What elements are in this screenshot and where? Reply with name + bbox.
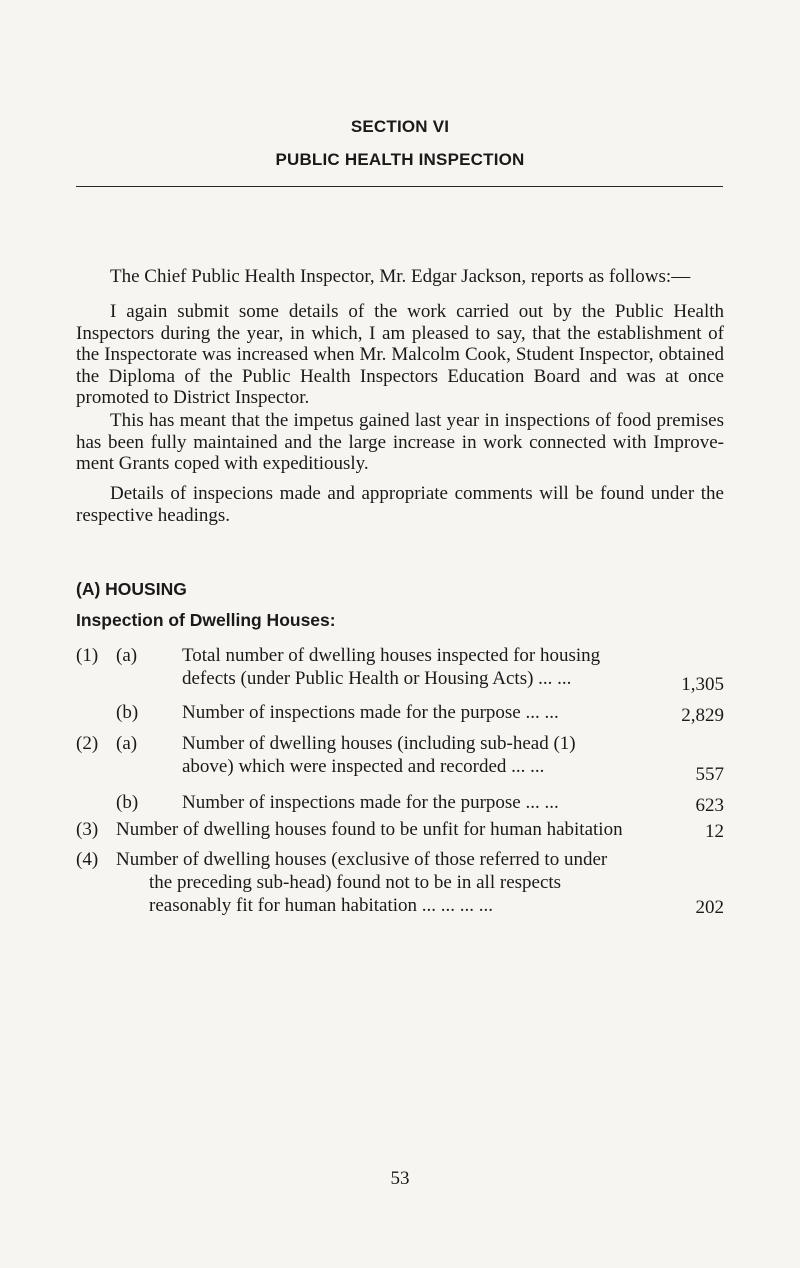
item-letter: (a) [116, 733, 138, 754]
item-number: (3) [76, 819, 99, 840]
item-number: (1) [76, 645, 99, 666]
item-value: 557 [695, 764, 724, 785]
item-value: 2,829 [681, 705, 724, 726]
intro-text: The Chief Public Health Inspector, Mr. Edgar Jackson, reports as follows:— [110, 266, 691, 287]
item-text: the preceding sub-head) found not to be in all respects [149, 872, 562, 893]
item-text: Total number of dwelling houses inspected for housing [182, 645, 601, 666]
item-value: 12 [705, 821, 724, 842]
item-letter: (a) [116, 645, 138, 666]
item-text: Number of inspections made for the purpose ... ... [182, 792, 559, 813]
page-number: 53 [390, 1168, 410, 1189]
paragraph-1: I again submit some details of the work carried out by the Public Health Inspectors during the year, in which, I am pleased to say, that the establishment of the Inspectorate was increased when Mr. Malcolm Cook, Student Inspector, obtained the Diploma of the Public Health Inspectors Education Board and was at once promoted to District Inspector. [76, 301, 724, 408]
item-value: 623 [695, 795, 724, 816]
paragraph-3: Details of inspecions made and appropriate comments will be found under the respective headings. [76, 483, 724, 526]
housing-heading: (A) HOUSING [76, 579, 187, 599]
section-title: SECTION VI [350, 117, 450, 136]
item-number: (4) [76, 849, 99, 870]
item-value: 1,305 [681, 674, 724, 695]
item-letter: (b) [116, 702, 139, 723]
item-text: above) which were inspected and recorded ... ... [182, 756, 545, 777]
housing-subheading: Inspection of Dwelling Houses: [76, 610, 336, 630]
item-text: defects (under Public Health or Housing Acts) ... ... [182, 668, 572, 689]
paragraph-2: This has meant that the impetus gained last year in inspections of food premises has been fully maintained and the large increase in work connected with Improve-ment Grants coped with expeditiously. [76, 410, 724, 474]
item-text: reasonably fit for human habitation ... ... ... ... [149, 895, 494, 916]
item-number: (2) [76, 733, 99, 754]
item-text: Number of dwelling houses (including sub-head (1) [182, 733, 576, 754]
divider-rule [76, 186, 723, 187]
section-subtitle: PUBLIC HEALTH INSPECTION [275, 150, 525, 169]
item-letter: (b) [116, 792, 139, 813]
item-text: Number of dwelling houses (exclusive of those referred to under [116, 849, 608, 870]
item-value: 202 [695, 897, 724, 918]
item-text: Number of dwelling houses found to be unfit for human habitation [116, 819, 623, 840]
item-text: Number of inspections made for the purpose ... ... [182, 702, 559, 723]
